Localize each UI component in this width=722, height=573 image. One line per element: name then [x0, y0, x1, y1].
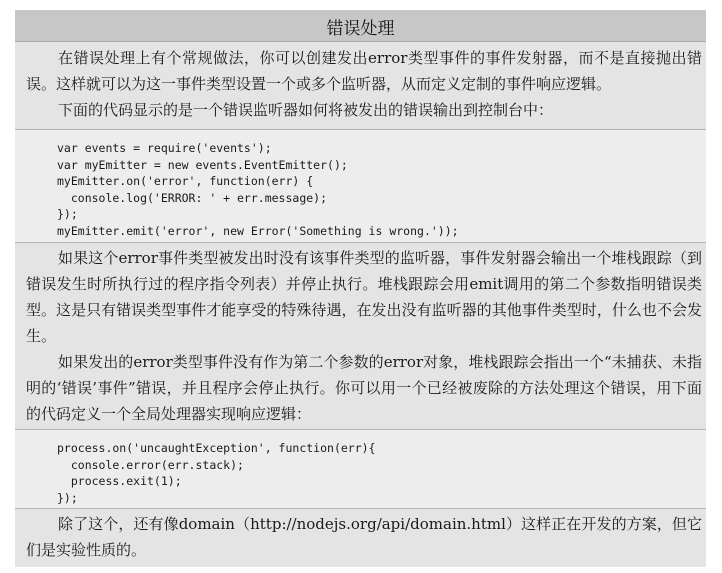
- code-block-uncaught: [15, 429, 706, 509]
- sidebar-title: 错误处理: [15, 11, 706, 42]
- code-line: var events = require('events');: [57, 141, 272, 155]
- code-line: console.error(err.stack);: [57, 457, 244, 472]
- code-line: var myEmitter = new events.EventEmitter();: [57, 157, 348, 172]
- code-line: myEmitter.on('error', function(err) {: [57, 174, 314, 189]
- code-line: process.exit(1);: [57, 474, 182, 489]
- code-line: });: [57, 207, 78, 222]
- code-line: console.log('ERROR: ' + err.message);: [57, 190, 328, 205]
- paragraph-code-lead: 下面的代码显示的是一个错误监听器如何将被发出的错误输出到控制台中：: [58, 101, 554, 119]
- code-block-listener: [15, 129, 706, 243]
- paragraph-intro: 在错误处理上有个常规做法，你可以创建发出error类型事件的事件发射器，而不是直接抛出错误。这样就可以为这一事件类型设置一个或多个监听器，从而定义定制的事件响应逻辑。: [26, 49, 702, 93]
- sidebar-box: [15, 10, 706, 567]
- paragraph-uncaught: 如果发出的error类型事件没有作为第二个参数的error对象，堆栈跟踪会指出一个“未捕获、未指明的‘错误’事件”错误，并且程序会停止执行。你可以用一个已经被废除的方法处理这个错误，用下面的代码定义一个全局处理器实现响应逻辑：: [26, 353, 702, 423]
- code-line: process.on('uncaughtException', function(err){: [57, 441, 376, 455]
- code-line: });: [57, 490, 78, 505]
- paragraph-stack-trace: 如果这个error事件类型被发出时没有该事件类型的监听器，事件发射器会输出一个堆栈跟踪（到错误发生时所执行过的程序指令列表）并停止执行。堆栈跟踪会用emit调用的第二个参数指明错误类型。这是只有错误类型事件才能享受的特殊待遇，在发出没有监听器的其他事件类型时，什么也不会发生。: [26, 249, 702, 345]
- code-line: myEmitter.emit('error', new Error('Something is wrong.'));: [57, 223, 459, 238]
- paragraph-domain: 除了这个，还有像domain（http://nodejs.org/api/domain.html）这样正在开发的方案，但它们是实验性质的。: [26, 515, 702, 559]
